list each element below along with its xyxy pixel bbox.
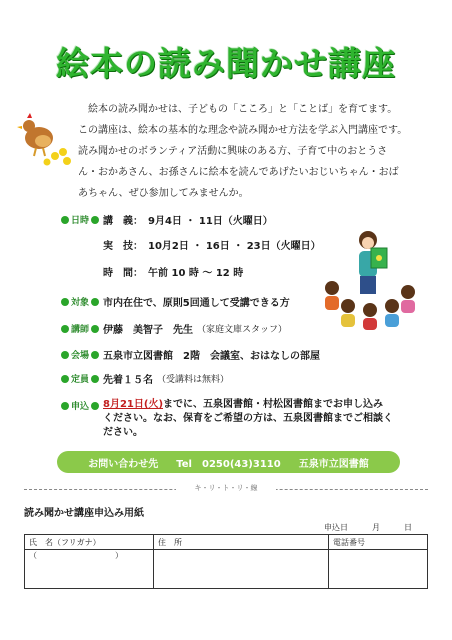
page-title: 絵本の読み聞かせ講座 <box>56 44 396 83</box>
instructor-badge: 講師 <box>61 322 103 335</box>
venue-text: 五泉市立図書館 2階 会議室、おはなしの部屋 <box>103 351 320 362</box>
capacity-row <box>61 371 229 386</box>
instructor-row <box>61 321 287 336</box>
apply-text: 8月21日(火)までに、五泉図書館・村松図書館までお申し込み ください。なお、保育をご希望の方は、五泉図書館までご相談く ださい。 <box>103 399 393 438</box>
contact-bar <box>57 451 400 473</box>
class-time: 時 間： 午前 10 時 〜 12 時 <box>103 268 244 279</box>
apply-row <box>61 398 403 440</box>
capacity-badge: 定員 <box>61 372 103 385</box>
name-column-header: 氏 名（フリガナ） <box>25 535 154 550</box>
contact-tel: Tel 0250(43)3110 <box>176 458 281 470</box>
instructor-note: （家庭文庫スタッフ） <box>197 325 288 335</box>
target-row <box>61 294 290 309</box>
phone-column-header: 電話番号 <box>329 535 428 550</box>
intro-line: 絵本の読み聞かせは、子どもの「こころ」と「ことば」を育てます。 <box>78 104 398 115</box>
name-field[interactable]: （ ） <box>25 550 154 589</box>
intro-line: あちゃん、ぜひ参加してみませんか。 <box>78 188 249 199</box>
apply-badge: 申込 <box>61 399 103 412</box>
lecture-dates: 講 義： 9月4日 ・ 11日（火曜日） <box>103 216 273 227</box>
address-field[interactable] <box>154 550 329 589</box>
target-badge: 対象 <box>61 295 103 308</box>
apply-deadline: 8月21日(火) <box>103 399 164 410</box>
hen-with-chicks-icon <box>17 108 75 168</box>
instructor-name: 伊藤 美智子 先生 <box>103 325 193 336</box>
cut-line-label: キ・リ・ト・リ・線 <box>176 483 276 493</box>
contact-org: 五泉市立図書館 <box>298 458 369 470</box>
application-date: 申込日 月 日 <box>324 523 412 532</box>
datetime-lecture-row <box>61 212 273 227</box>
capacity-note: （受講料は無料） <box>157 375 230 385</box>
time-row <box>103 264 243 279</box>
intro-line: 読み聞かせのボランティア活動に興味のある方、子育て中のおとうさ <box>78 146 388 157</box>
venue-badge: 会場 <box>61 348 103 361</box>
application-form <box>24 534 428 589</box>
target-text: 市内在住で、原則5回通して受講できる方 <box>103 298 290 309</box>
phone-field[interactable] <box>329 550 428 589</box>
practice-row <box>103 237 321 252</box>
intro-text <box>78 99 433 204</box>
form-title: 読み聞かせ講座申込み用紙 <box>24 508 144 519</box>
capacity-text: 先着１５名 <box>103 375 153 386</box>
practice-dates: 実 技： 10月2日 ・ 16日 ・ 23日（火曜日） <box>103 241 321 252</box>
reading-to-children-icon <box>318 226 418 330</box>
contact-label: お問い合わせ先 <box>88 458 159 470</box>
address-column-header: 住 所 <box>154 535 329 550</box>
intro-line: ん・おかあさん、お孫さんに絵本を読んであげたいおじいちゃん・おば <box>78 167 399 178</box>
intro-line: この講座は、絵本の基本的な理念や読み聞かせ方法を学ぶ入門講座です。 <box>78 125 408 136</box>
datetime-badge: 日時 <box>61 213 103 226</box>
venue-row <box>61 347 320 362</box>
